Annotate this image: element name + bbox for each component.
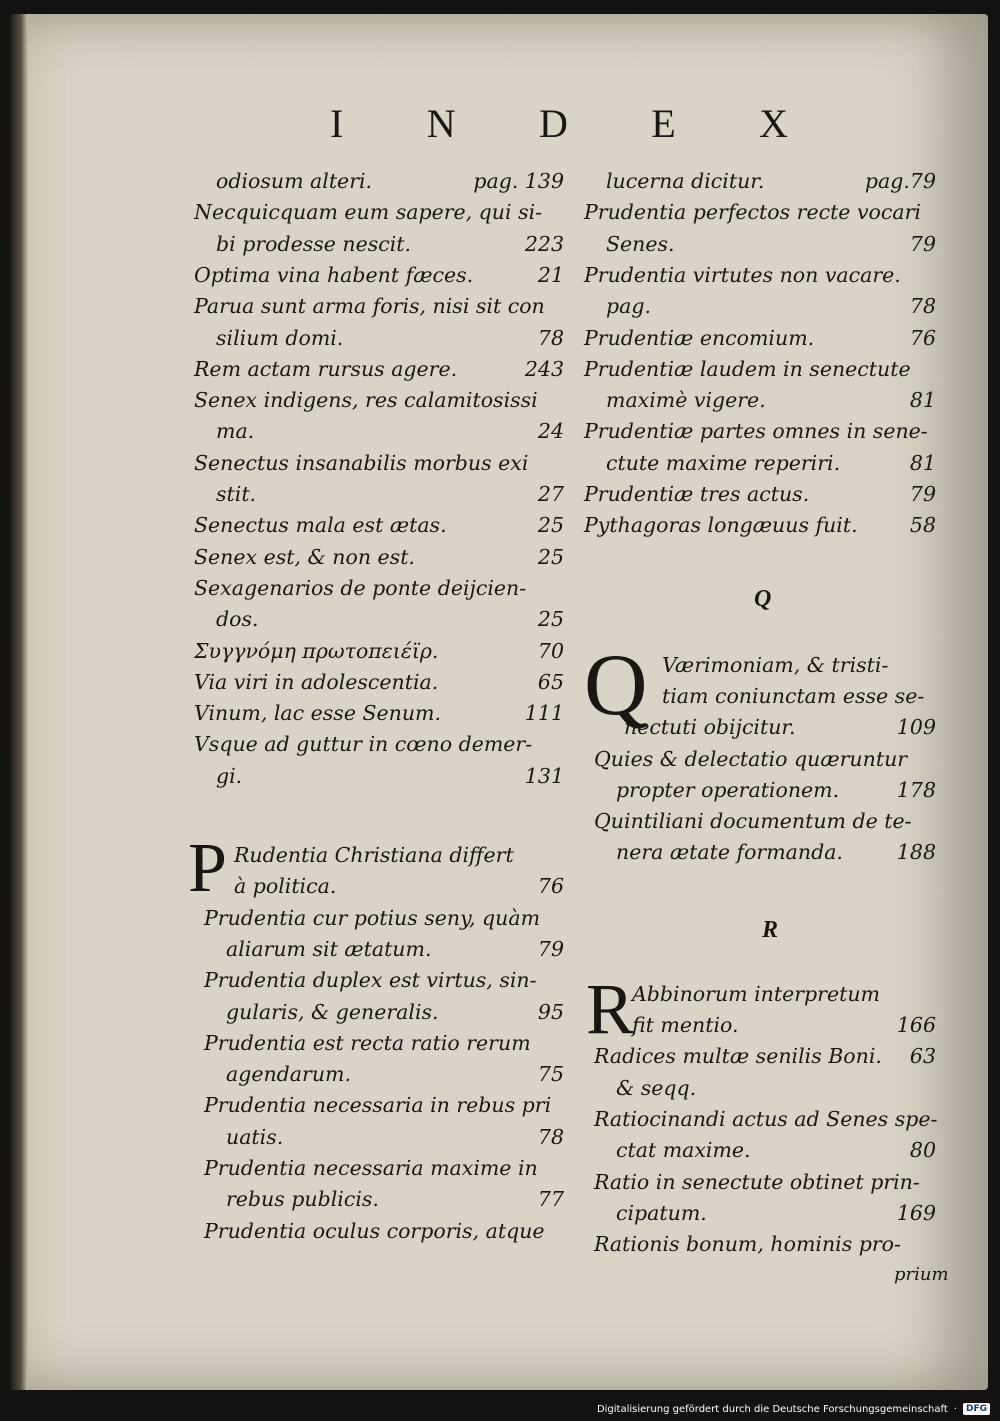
index-entry — [606, 448, 936, 478]
page-number: 243 — [524, 356, 564, 381]
index-entry — [584, 479, 936, 509]
index-entry — [194, 667, 564, 697]
entry-text: Senes. — [606, 231, 675, 256]
heading-letter: D — [539, 101, 570, 146]
entry-text: Prudentia est recta ratio rerum — [204, 1030, 531, 1055]
index-heading — [330, 100, 790, 147]
entry-text: Prudentia necessaria in rebus pri — [204, 1093, 552, 1118]
index-entry — [594, 806, 936, 836]
entry-text: Radices multæ senilis Boni. — [594, 1044, 882, 1069]
entry-text: aliarum sit ætatum. — [226, 936, 432, 961]
page-number: 76 — [537, 874, 564, 899]
entry-text: nectuti obijcitur. — [624, 715, 796, 740]
index-entry — [594, 1167, 936, 1197]
page-number: 81 — [909, 388, 936, 413]
index-entry — [204, 1216, 564, 1246]
page-number: pag. 139 — [473, 169, 564, 193]
book-page — [10, 14, 988, 1390]
entry-text: uatis. — [226, 1124, 284, 1149]
page-number: 223 — [524, 231, 564, 256]
page-number: pag.79 — [864, 169, 936, 193]
page-number: 95 — [537, 999, 564, 1024]
entry-text: Senectus insanabilis morbus exi — [194, 450, 529, 475]
index-entry — [204, 1028, 564, 1058]
index-entry — [216, 761, 564, 791]
index-entry — [194, 510, 564, 540]
drop-cap: R — [586, 968, 635, 1049]
index-entry — [594, 1104, 936, 1134]
entry-text: Rationis bonum, hominis pro- — [594, 1232, 901, 1257]
index-entry — [234, 840, 564, 870]
entry-text: & seqq. — [616, 1075, 697, 1100]
entry-text: maximè vigere. — [606, 388, 766, 413]
entry-text: lucerna dicitur. — [606, 169, 765, 193]
entry-text: Sexagenarios de ponte deijcien- — [194, 575, 527, 600]
entry-text: Prudentia virtutes non vacare. — [584, 262, 901, 287]
entry-text: Prudentia duplex est virtus, sin- — [204, 968, 537, 993]
index-entry — [594, 744, 936, 774]
index-entry — [194, 291, 564, 321]
entry-text: Vsque ad guttur in cœno demer- — [194, 732, 533, 757]
index-entry — [216, 604, 564, 634]
index-entry — [226, 1184, 564, 1214]
index-entry — [216, 479, 564, 509]
page-number: 178 — [896, 777, 936, 802]
page-number: 70 — [537, 638, 564, 663]
credit-text: Digitalisierung gefördert durch die Deutsche Forschungsgemeinschaft — [596, 1403, 948, 1415]
index-entry — [584, 354, 936, 384]
page-number: 111 — [524, 701, 564, 726]
page-number: 78 — [537, 1124, 564, 1149]
index-entry — [584, 260, 936, 290]
entry-text: Συγγνόμη πρωτοπειέϊρ. — [194, 638, 439, 663]
index-entry — [204, 965, 564, 995]
index-entry — [616, 1073, 936, 1103]
page-number: 81 — [909, 450, 936, 475]
entry-text: Abbinorum interpretum — [632, 981, 880, 1006]
index-entry — [204, 903, 564, 933]
index-entry — [632, 979, 936, 1009]
entry-text: agendarum. — [226, 1062, 351, 1087]
page-number: 131 — [524, 763, 564, 788]
page-number: 25 — [537, 513, 564, 538]
entry-text: à politica. — [234, 874, 337, 899]
entry-text: Prudentiæ tres actus. — [584, 482, 810, 506]
entry-text: Senex est, & non est. — [194, 544, 415, 569]
entry-text: Prudentiæ laudem in senectute — [584, 356, 911, 381]
page-number: 78 — [537, 325, 564, 350]
index-entry — [216, 229, 564, 259]
page-number: 109 — [896, 715, 936, 740]
page-number: 79 — [909, 231, 936, 256]
entry-text: Prudentia cur potius seny, quàm — [204, 905, 541, 930]
entry-text: prium — [894, 1264, 949, 1286]
index-entry — [606, 166, 936, 196]
section-letter: R — [762, 916, 779, 943]
index-entry — [594, 1041, 936, 1071]
index-entry — [662, 650, 936, 680]
entry-text: Prudentiæ encomium. — [584, 325, 815, 350]
page-number: 58 — [909, 513, 936, 538]
index-entry — [616, 775, 936, 805]
index-entry — [194, 448, 564, 478]
entry-text: Prudentiæ partes omnes in sene- — [584, 419, 928, 444]
page-number: 79 — [909, 482, 936, 506]
index-entry — [194, 542, 564, 572]
entry-text: odiosum alteri. — [216, 169, 373, 193]
drop-cap: Q — [584, 636, 648, 734]
index-entry — [194, 260, 564, 290]
heading-letter: N — [426, 101, 458, 146]
index-entry — [194, 573, 564, 603]
entry-text: gularis, & generalis. — [226, 999, 439, 1024]
entry-text: Quies & delectatio quæruntur — [594, 746, 908, 771]
page-number: 188 — [896, 840, 936, 865]
page-number: 80 — [909, 1138, 936, 1163]
index-entry — [194, 698, 564, 728]
entry-text: rebus publicis. — [226, 1187, 379, 1212]
heading-letter: I — [330, 101, 346, 146]
index-entry — [194, 729, 564, 759]
index-entry — [194, 354, 564, 384]
entry-text: Pythagoras longæuus fuit. — [584, 513, 858, 538]
page-number: 169 — [896, 1200, 936, 1225]
entry-text: ma. — [216, 419, 255, 444]
entry-text: pag. — [606, 294, 651, 319]
entry-text: tiam coniunctam esse se- — [662, 683, 925, 708]
drop-cap: P — [188, 830, 227, 907]
index-entry — [234, 871, 564, 901]
heading-letter: E — [651, 101, 678, 146]
entry-text: ctat maxime. — [616, 1138, 751, 1163]
entry-text: bi prodesse nescit. — [216, 231, 412, 256]
entry-text: Rudentia Christiana differt — [234, 843, 514, 867]
entry-text: ctute maxime reperiri. — [606, 450, 841, 475]
entry-text: Prudentia oculus corporis, atque — [204, 1218, 545, 1243]
index-entry — [584, 323, 936, 353]
index-entry — [632, 1010, 936, 1040]
page-number: 25 — [537, 607, 564, 632]
section-letter: Q — [754, 585, 772, 612]
index-entry — [194, 197, 564, 227]
index-entry — [216, 323, 564, 353]
page-number: 78 — [909, 294, 936, 319]
entry-text: Prudentia perfectos recte vocari — [584, 200, 921, 225]
entry-text: cipatum. — [616, 1200, 707, 1225]
dfg-logo: DFG — [963, 1403, 990, 1415]
entry-text: Ratio in senectute obtinet prin- — [594, 1169, 920, 1194]
entry-text: Via viri in adolescentia. — [194, 669, 439, 694]
page-number: 25 — [537, 544, 564, 569]
index-entry — [662, 681, 936, 711]
entry-text: Parua sunt arma foris, nisi sit con — [194, 294, 545, 319]
index-entry — [226, 1059, 564, 1089]
index-entry — [606, 385, 936, 415]
entry-text: fit mentio. — [632, 1013, 739, 1037]
entry-text: Prudentia necessaria maxime in — [204, 1156, 538, 1180]
page-number: 76 — [909, 325, 936, 350]
page-number: 79 — [537, 936, 564, 961]
index-entry — [194, 385, 564, 415]
index-entry — [226, 934, 564, 964]
entry-text: Quintiliani documentum de te- — [594, 809, 912, 834]
page-number: 24 — [537, 419, 564, 444]
page-number: 77 — [537, 1187, 564, 1212]
page-number: 63 — [909, 1044, 936, 1069]
entry-text: Værimoniam, & tristi- — [662, 652, 889, 677]
index-entry — [194, 636, 564, 666]
entry-text: Necquicquam eum sapere, qui si- — [194, 200, 543, 225]
index-entry — [624, 712, 936, 742]
index-entry — [216, 416, 564, 446]
entry-text: propter operationem. — [616, 777, 840, 802]
index-entry — [204, 1090, 564, 1120]
index-entry — [226, 997, 564, 1027]
entry-text: Senectus mala est ætas. — [194, 513, 447, 538]
index-entry — [616, 1135, 936, 1165]
heading-letter: X — [759, 101, 790, 146]
page-gutter — [10, 14, 28, 1390]
entry-text: silium domi. — [216, 325, 344, 350]
page-number: 21 — [537, 262, 564, 287]
entry-text: Ratiocinandi actus ad Senes spe- — [594, 1106, 938, 1131]
index-entry — [584, 197, 936, 227]
index-entry — [204, 1153, 564, 1183]
page-number: 166 — [896, 1013, 936, 1037]
index-entry — [606, 291, 936, 321]
index-entry — [584, 416, 936, 446]
entry-text: stit. — [216, 482, 257, 506]
index-entry — [594, 1229, 936, 1259]
entry-text: dos. — [216, 607, 259, 632]
index-entry — [606, 229, 936, 259]
entry-text: Vinum, lac esse Senum. — [194, 701, 442, 726]
page-number: 27 — [537, 482, 564, 506]
entry-text: gi. — [216, 763, 243, 788]
page-number: 75 — [537, 1062, 564, 1087]
digitization-credit: Digitalisierung gefördert durch die Deutsche Forschungsgemeinschaft · DFG — [597, 1403, 990, 1415]
entry-text: Senex indigens, res calamitosissi — [194, 388, 538, 413]
index-entry — [616, 1198, 936, 1228]
entry-text: nera ætate formanda. — [616, 840, 843, 865]
entry-text: Optima vina habent fæces. — [194, 262, 474, 287]
index-entry — [616, 837, 936, 867]
entry-text: Rem actam rursus agere. — [194, 356, 458, 381]
index-entry — [216, 166, 564, 196]
index-entry — [594, 1260, 949, 1290]
index-entry — [584, 510, 936, 540]
index-entry — [226, 1122, 564, 1152]
page-number: 65 — [537, 669, 564, 694]
